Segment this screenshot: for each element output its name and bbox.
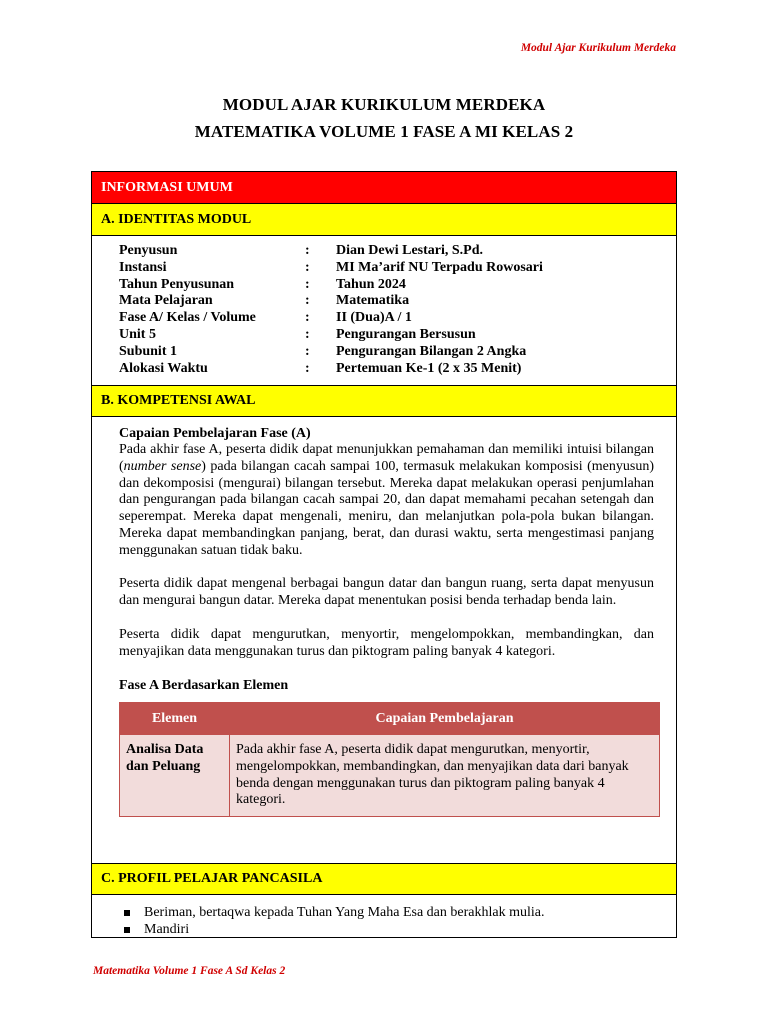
profil-text: Mandiri: [144, 921, 190, 937]
identitas-value: II (Dua)A / 1: [336, 310, 412, 326]
square-bullet-icon: [124, 910, 130, 916]
identitas-colon: :: [305, 310, 310, 326]
section-profil-pelajar: C. PROFIL PELAJAR PANCASILA: [92, 863, 676, 895]
elemen-table: [119, 702, 660, 817]
identitas-row: [119, 327, 543, 344]
capaian-paragraph-2: Peserta didik dapat mengenal berbagai bangun datar dan bangun ruang, serta dapat menyusun dan mengurai bangun datar. Mereka dapat menentukan posisi benda terhadap benda lain.: [119, 576, 654, 608]
identitas-row: [119, 361, 543, 378]
identitas-row: [119, 260, 543, 277]
capaian-text: ) pada bilangan cacah sampai 100, termasuk melakukan komposisi (menyusun) dan dekomposisi (mengurai) bilangan tersebut. Mereka dapat melakukan operasi penjumlahan dan pengurangan pada bilangan cacah sampai 20, dan dapat memahami pecahan setengah dan seperempat. Mereka dapat mengenali, meniru, dan melanjutkan pola-pola bukan bilangan. Mereka dapat membandingkan panjang, berat, dan durasi waktu, serta mengestimasi panjang menggunakan satuan tidak baku.: [119, 458, 654, 558]
identitas-label: Fase A/ Kelas / Volume: [119, 310, 256, 326]
identitas-label: Unit 5: [119, 326, 156, 342]
identitas-list: [119, 243, 543, 377]
profil-text: Beriman, bertaqwa kepada Tuhan Yang Maha Esa dan berakhlak mulia.: [144, 905, 545, 920]
identitas-label: Instansi: [119, 259, 167, 275]
identitas-value: Pengurangan Bersusun: [336, 326, 476, 342]
identitas-value: Pengurangan Bilangan 2 Angka: [336, 343, 527, 359]
identitas-label: Subunit 1: [119, 343, 177, 359]
identitas-colon: :: [305, 276, 310, 292]
identitas-value: Dian Dewi Lestari, S.Pd.: [336, 243, 483, 258]
identitas-value: Matematika: [336, 293, 410, 309]
table-header-row: [120, 703, 660, 735]
profil-list: [124, 905, 544, 939]
identitas-colon: :: [305, 293, 310, 309]
identitas-colon: :: [305, 343, 310, 359]
section-kompetensi-awal: B. KOMPETENSI AWAL: [92, 385, 676, 417]
square-bullet-icon: [124, 927, 130, 933]
document-title: MODUL AJAR KURIKULUM MERDEKA: [222, 95, 546, 114]
footer-note: Matematika Volume 1 Fase A Sd Kelas 2: [93, 965, 286, 977]
identitas-label: Mata Pelajaran: [119, 293, 213, 309]
info-frame: [91, 171, 677, 938]
identitas-value: MI Ma’arif NU Terpadu Rowosari: [336, 259, 543, 275]
identitas-colon: :: [305, 360, 310, 376]
document-subtitle: MATEMATIKA VOLUME 1 FASE A MI KELAS 2: [194, 122, 574, 141]
identitas-label: Tahun Penyusunan: [119, 276, 235, 292]
identitas-row: [119, 293, 543, 310]
identitas-colon: :: [305, 259, 310, 275]
capaian-paragraph-3: Peserta didik dapat mengurutkan, menyortir, mengelompokkan, membandingkan, dan menyajikan data menggunakan turus dan piktogram paling banyak 4 kategori.: [119, 627, 654, 659]
identitas-row: [119, 243, 543, 260]
capaian-title: Capaian Pembelajaran Fase (A): [119, 426, 311, 441]
table-header-capaian: Capaian Pembelajaran: [230, 703, 660, 735]
identitas-colon: :: [305, 243, 310, 258]
identitas-row: [119, 310, 543, 327]
table-row: [120, 735, 660, 817]
identitas-label: Alokasi Waktu: [119, 360, 208, 376]
section-informasi-umum: INFORMASI UMUM: [92, 172, 676, 204]
fase-elemen-title: Fase A Berdasarkan Elemen: [119, 678, 289, 693]
table-cell-capaian: Pada akhir fase A, peserta didik dapat mengurutkan, menyortir, mengelompokkan, membandingkan, dan menyajikan data dari banyak benda dengan menggunakan turus dan piktogram paling banyak 4 kategori.: [230, 735, 660, 817]
section-identitas-modul: A. IDENTITAS MODUL: [92, 204, 676, 236]
capaian-paragraph-1: [119, 442, 654, 560]
identitas-value: Tahun 2024: [336, 276, 406, 292]
identitas-label: Penyusun: [119, 243, 178, 258]
identitas-row: [119, 344, 543, 361]
header-note: Modul Ajar Kurikulum Merdeka: [520, 42, 676, 54]
table-cell-elemen: Analisa Data dan Peluang: [120, 735, 230, 817]
identitas-row: [119, 277, 543, 294]
list-item: [124, 922, 544, 939]
capaian-text: Pada akhir fase A, peserta didik dapat menunjukkan pemahaman dan memiliki intuisi bilangan (: [119, 442, 654, 474]
identitas-value: Pertemuan Ke-1 (2 x 35 Menit): [336, 360, 522, 376]
list-item: [124, 905, 544, 922]
capaian-emphasis: number sense: [123, 458, 202, 474]
identitas-colon: :: [305, 326, 310, 342]
table-header-elemen: Elemen: [120, 703, 230, 735]
